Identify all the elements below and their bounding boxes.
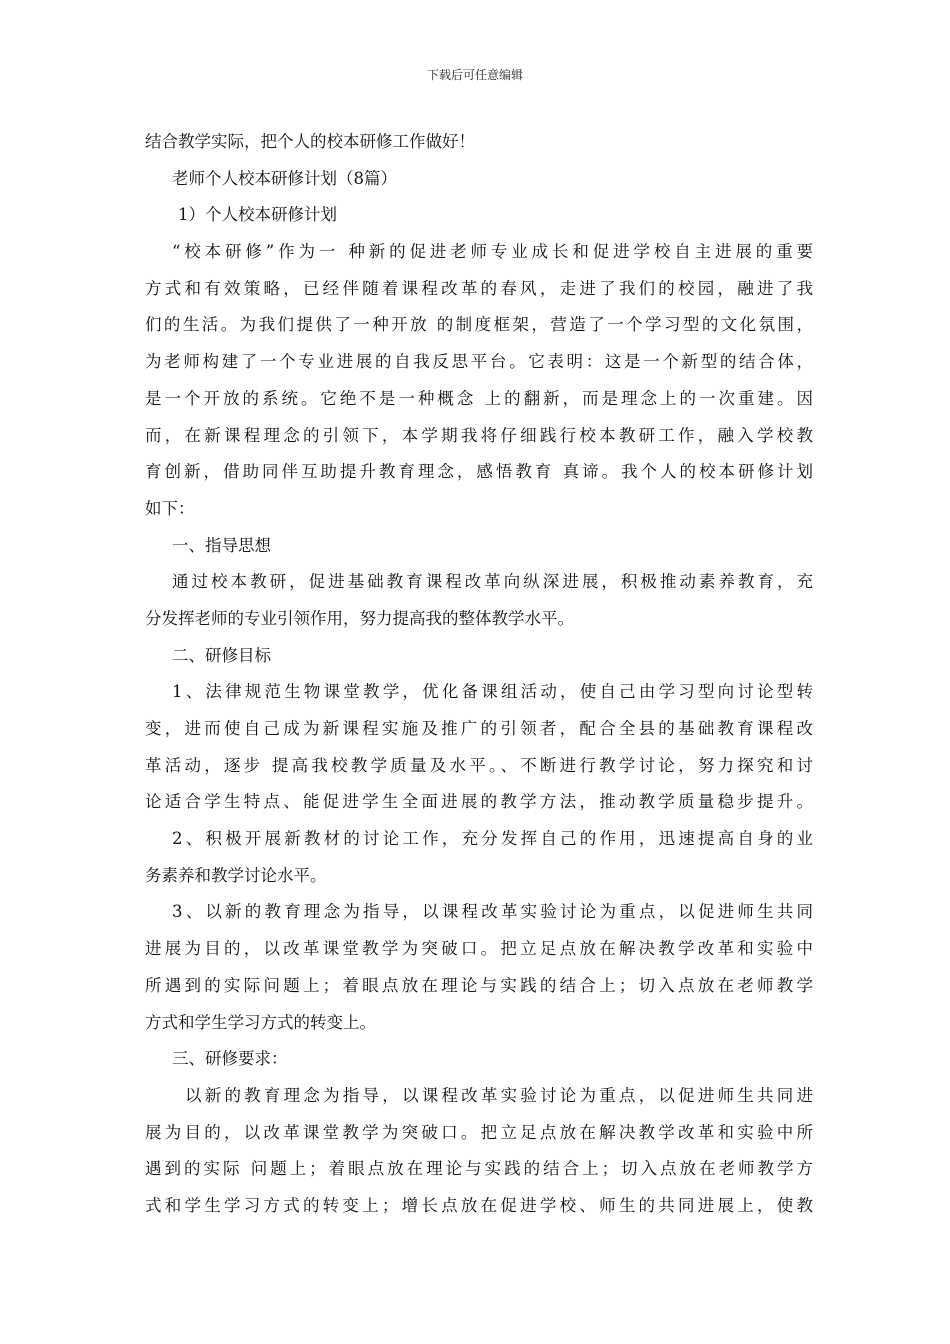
paragraph-line: 务素养和教学讨论水平。 (145, 865, 327, 885)
document-body (145, 124, 813, 1225)
paragraph-line: 进展为目的，以改革课堂教学为突破口。把立足点放在解决教学改革和实验中 (145, 939, 813, 959)
collection-title: 老师个人校本研修计划（8篇） (172, 168, 397, 188)
heading-training-requirements: 三、研修要求： (172, 1049, 288, 1069)
paragraph-line: 1、法律规范生物课堂教学，优化备课组活动，使自己由学习型向讨论型转 (172, 682, 813, 702)
paragraph-line: 分发挥老师的专业引领作用，努力提高我的整体教学水平。 (145, 608, 574, 628)
paragraph-line: 通过校本教研，促进基础教育课程改革向纵深进展，积极推动素养教育，充 (172, 572, 813, 592)
paragraph-line: 式和学生学习方式的转变上；增长点放在促进学校、师生的共同进展上，使教 (145, 1195, 813, 1215)
page-header: 下载后可任意编辑 (426, 68, 523, 82)
paragraph-line: 方式和学生学习方式的转变上。 (145, 1012, 376, 1032)
paragraph-line: 展为目的，以改革课堂教学为突破口。把立足点放在解决教学改革和实验中所 (145, 1122, 813, 1142)
text-line: 结合教学实际，把个人的校本研修工作做好！ (145, 132, 475, 151)
paragraph-line: 是一个开放的系统。它绝不是一种概念 上的翻新，而是理念上的一次重建。因 (145, 388, 813, 408)
paragraph-line: 3、以新的教育理念为指导，以课程改革实验讨论为重点，以促进师生共同 (172, 902, 813, 922)
heading-training-goals: 二、研修目标 (172, 645, 271, 665)
paragraph-line: 以新的教育理念为指导，以课程改革实验讨论为重点，以促进师生共同进 (185, 1085, 813, 1105)
paragraph-line: “校本研修”作为一 种新的促进老师专业成长和促进学校自主进展的重要 (172, 242, 813, 262)
section-title: 1）个人校本研修计划 (178, 205, 337, 225)
paragraph-line: 如下： (145, 498, 195, 518)
paragraph-line: 变，进而使自己成为新课程实施及推广的引领者，配合全县的基础教育课程改 (145, 719, 813, 738)
paragraph-line: 所遇到的实际问题上；着眼点放在理论与实践的结合上；切入点放在老师教学 (145, 975, 813, 995)
paragraph-line: 为老师构建了一个专业进展的自我反思平台。它表明：这是一个新型的结合体， (145, 352, 813, 372)
paragraph-line: 育创新，借助同伴互助提升教育理念，感悟教育 真谛。我个人的校本研修计划 (145, 462, 813, 482)
heading-guiding-ideology: 一、指导思想 (172, 535, 271, 555)
paragraph-line: 而，在新课程理念的引领下，本学期我将仔细践行校本教研工作，融入学校教 (145, 425, 813, 445)
paragraph-line: 方式和有效策略，已经伴随着课程改革的春风，走进了我们的校园，融进了我 (145, 278, 813, 298)
paragraph-line: 论适合学生特点、能促进学生全面进展的教学方法，推动教学质量稳步提升。 (145, 792, 813, 812)
paragraph-line: 2、积极开展新教材的讨论工作，充分发挥自己的作用，迅速提高自身的业 (172, 829, 813, 849)
paragraph-line: 遇到的实际 问题上；着眼点放在理论与实践的结合上；切入点放在老师教学方 (145, 1159, 813, 1179)
paragraph-line: 们的生活。为我们提供了一种开放 的制度框架，营造了一个学习型的文化氛围， (145, 315, 813, 335)
paragraph-line: 革活动，逐步 提高我校教学质量及水平。、不断进行教学讨论，努力探究和讨 (145, 755, 813, 775)
